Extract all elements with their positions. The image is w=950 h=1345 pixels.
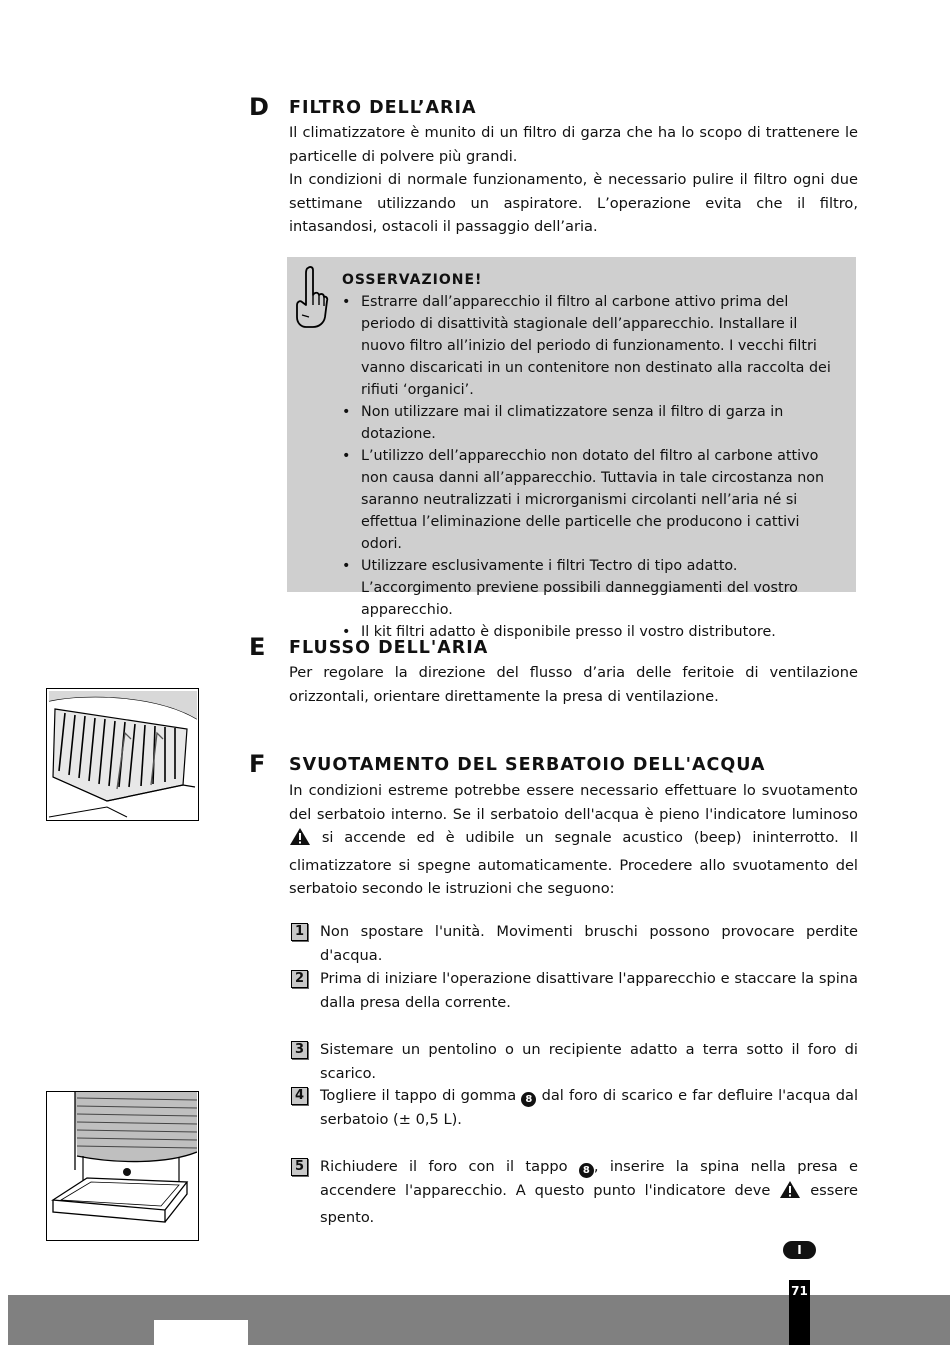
warning-triangle-icon [779,1180,801,1207]
step-4 [291,1084,858,1131]
water-tank-drain-illustration [46,1091,199,1241]
step-5-text-a: Richiudere il foro con il tappo [320,1158,568,1175]
step-number-1: 1 [291,923,308,941]
step-4-text-b: dal foro di scarico e far defluire l'acqua dal serbatoio (± 0,5 L). [320,1087,859,1128]
step-number-3: 3 [291,1041,308,1059]
step-2-text: Prima di iniziare l'operazione disattivare l'apparecchio e staccare la spina dalla presa della corrente. [320,970,858,1011]
step-number-2: 2 [291,970,308,988]
language-badge: I [783,1241,816,1259]
note-item-2: • Non utilizzare mai il climatizzatore senza il filtro di garza in dotazione. [342,401,842,445]
step-2 [291,967,858,1014]
section-letter-d: D [249,93,269,121]
step-1 [291,920,858,967]
section-f-paragraph [289,779,858,901]
step-5-text-c: essere spento. [320,1181,859,1226]
step-5-text [320,1155,858,1230]
note-list [342,291,842,643]
section-e-body [289,661,858,708]
section-d-paragraph-2: In condizioni di normale funzionamento, è necessario pulire il filtro ogni due settimane utilizzando un aspiratore. L’operazione evita che il filtro, intasandosi, ostacoli il passaggio dell’aria. [289,171,858,235]
section-e-paragraph: Per regolare la direzione del flusso d’aria delle feritoie di ventilazione orizzontali, orientare direttamente la presa di ventilazione. [289,664,858,705]
section-f-text-part-1: In condizioni estreme potrebbe essere necessario effettuare lo svuotamento del serbatoio interno. Se il serbatoio dell'acqua è pieno l'indicatore luminoso [289,782,858,823]
section-f-text-part-2: si accende ed è udibile un segnale acustico (beep) ininterrotto. Il climatizzatore si spegne automaticamente. Procedere allo svuotamento del serbatoio secondo le istruzioni che seguono: [289,829,858,897]
drain-plug-badge: 8 [579,1163,594,1178]
section-d-body [289,121,858,239]
warning-triangle-icon [289,827,311,854]
step-3 [291,1038,858,1085]
drain-plug-badge: 8 [521,1092,536,1107]
footer-white-block [154,1320,248,1345]
note-item-5: • Il kit filtri adatto è disponibile presso il vostro distributore. [342,621,842,643]
note-item-3: • L’utilizzo dell’apparecchio non dotato del filtro al carbone attivo non causa danni all’apparecchio. Tuttavia in tale circostanza non saranno neutralizzati i microrganismi circolanti nell’aria né si effettua l’eliminazione delle particelle che producono i cattivi odori. [342,445,842,555]
section-letter-f: F [249,750,266,778]
section-title-svuotamento: SVUOTAMENTO DEL SERBATOIO DELL'ACQUA [289,755,766,775]
step-4-text [320,1084,858,1131]
note-item-4: • Utilizzare esclusivamente i filtri Tectro di tipo adatto. L’accorgimento previene possibili danneggiamenti del vostro apparecchio. [342,555,842,621]
note-item-1: • Estrarre dall’apparecchio il filtro al carbone attivo prima del periodo di disattività stagionale dell’apparecchio. Installare il nuovo filtro all’inizio del periodo di funzionamento. I vecchi filtri vanno discaricati in un contenitore non destinato alla raccolta dei rifiuti ‘organici’. [342,291,842,401]
air-vent-illustration [46,688,199,821]
section-letter-e: E [249,633,266,661]
step-number-4: 4 [291,1087,308,1105]
step-number-5: 5 [291,1158,308,1176]
step-5 [291,1155,858,1230]
section-title-filtro: FILTRO DELL’ARIA [289,98,477,118]
step-1-text: Non spostare l'unità. Movimenti bruschi possono provocare perdite d'acqua. [320,923,858,964]
section-d-paragraph-1: Il climatizzatore è munito di un filtro di garza che ha lo scopo di trattenere le particelle di polvere più grandi. [289,124,858,165]
note-title: OSSERVAZIONE! [342,272,483,288]
page-number: 71 [791,1284,808,1298]
section-f-body [289,779,858,901]
pointing-hand-icon [293,265,329,329]
step-3-text: Sistemare un pentolino o un recipiente adatto a terra sotto il foro di scarico. [320,1041,858,1082]
step-4-text-a: Togliere il tappo di gomma [320,1087,517,1104]
section-title-flusso: FLUSSO DELL'ARIA [289,638,489,658]
step-5-text-b: , inserire la spina nella presa e accendere l'apparecchio. A questo punto l'indicatore deve [320,1158,858,1199]
